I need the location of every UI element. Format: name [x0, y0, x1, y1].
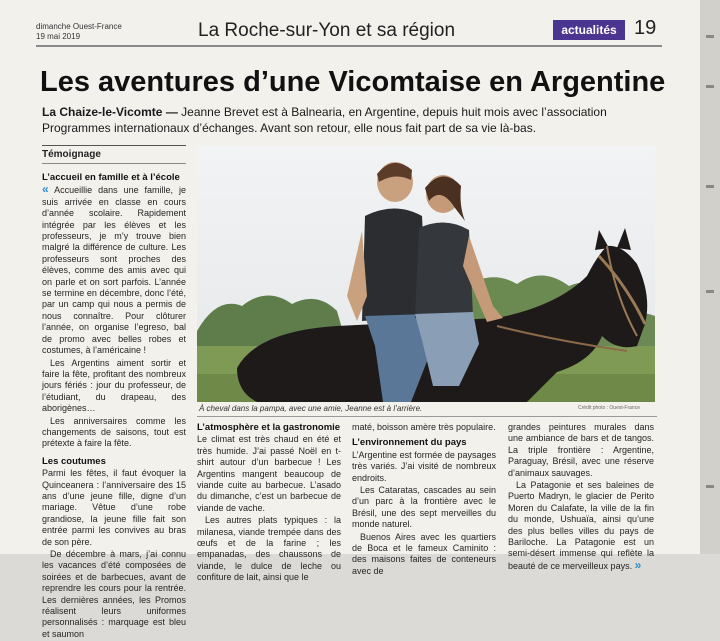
paragraph: maté, boisson amère très populaire. [352, 422, 496, 432]
article-label: Témoignage [42, 149, 101, 160]
paragraph: grandes peintures murales dans une ambiance de bars et de tangos. La triple frontière : Argentine, Paraguay, Brésil, avec une réserve d’animaux sauvages. [508, 422, 654, 478]
section-badge: actualités [553, 20, 625, 40]
paragraph: Les anniversaires comme les changements de saisons, tout est prétexte à faire la fête. [42, 415, 186, 449]
text-column-1 [42, 172, 186, 641]
paragraph: L’Argentine est formée de paysages très variés. J’ai visité de nombreux endroits. [352, 449, 496, 483]
article-chapo [42, 104, 642, 136]
paragraph: Les Cataratas, cascades au sein d’un parc à la frontière avec le Brésil, une des sept merveilles du monde naturel. [352, 485, 496, 530]
quote-close-mark: » [634, 557, 642, 572]
label-divider-top [42, 145, 186, 146]
quote-open-mark: « [42, 182, 49, 197]
subhead-environnement: L’environnement du pays [352, 437, 467, 449]
article-headline: Les aventures d’une Vicomtaise en Argentine [40, 66, 666, 98]
label-divider-bottom [42, 163, 186, 164]
paragraph: Les Argentins aiment sortir et faire la fête, profitant des nombreux jours fériés : jour du professeur, de l’étudiant, du drapeau, des aborigènes… [42, 357, 186, 414]
header-divider [36, 45, 662, 47]
binding-mark [706, 290, 714, 293]
paragraph: De décembre à mars, j’ai connu les vacances d’été composées de soirées et de barbecues, avant de reprendre les cours pour la rentrée. Les dernières années, les Promos réalisent leurs uniformes personnalisés : marquage est bleu et saumon [42, 549, 186, 639]
binding-mark [706, 35, 714, 38]
photo-caption: À cheval dans la pampa, avec une amie, Jeanne est à l’arrière. [199, 404, 423, 413]
text-column-3 [352, 422, 496, 578]
binding-mark [706, 85, 714, 88]
masthead-title: La Roche-sur-Yon et sa région [198, 20, 456, 41]
paragraph: Parmi les fêtes, il faut évoquer la Quinceanera : l’anniversaire des 15 ans d’une jeune fille, digne d’un mariage. Vêtue d’une robe grandiose, la jeune fille fait son entrée parmi les convives au bras de son père. [42, 468, 186, 547]
paragraph-text: Accueillie dans une famille, je suis arrivée en classe en cours d’année scolaire. Rapidement intégrée par les élèves et les professeurs, je m’y trouve bien malgré la différence de culture. Les professeurs sont proches des élèves, comme des amis avec qui on parle et on sort parfois. L’année se termine en décembre, donc l’été, par un camp qui nous a permis de nous connaître. Pour clôturer l’année, on organise l’egreso, bal de promo avec belles robes et costumes, à l’américaine ! [42, 185, 186, 356]
binding-mark [706, 485, 714, 488]
subhead-accueil: L’accueil en famille et à l’école [42, 172, 180, 183]
subhead-atmosphere: L’atmosphère et la gastronomie [197, 422, 341, 433]
paragraph: Buenos Aires avec les quartiers de Boca et le fameux Caminito : des maisons faites de conteneurs avec de [352, 531, 496, 576]
chapo-text: Jeanne Brevet est à Balnearia, en Argentine, depuis huit mois avec l’association Programmes internationaux d’échanges. Avant son retour, elle nous fait part de sa vie là-bas. [42, 105, 607, 135]
paragraph-text: La Patagonie et ses baleines de Puerto Madryn, le glacier de Perito Moren du Calafate, la ville de la fin du monde, Ushuaïa, ainsi qu’une des plus belles villes du pays de Bariloche. La Patagonie est un semi-désert immense qui reflète la beauté de ce merveilleux pays. [508, 480, 654, 571]
masthead-date-line2: 19 mai 2019 [36, 32, 81, 41]
masthead-date [36, 22, 122, 42]
masthead-date-line1: dimanche Ouest-France [36, 22, 122, 31]
text-column-4 [508, 422, 654, 573]
photo-horse-riders [197, 146, 655, 402]
paragraph: Les autres plats typiques : la milanesa, viande trempée dans des œufs et de la farine ; les empanadas, des chaussons de viande, le dulce de leche ou confiture de lait, ainsi que le [197, 515, 341, 583]
chapo-place: La Chaize-le-Vicomte — [42, 105, 178, 119]
page-margin [700, 0, 720, 554]
page-number: 19 [634, 17, 657, 39]
subhead-coutumes: Les coutumes [42, 455, 106, 467]
paragraph: Le climat est très chaud en été et très humide. J’ai passé Noël en t-shirt autour d’un barbecue ! Les Argentins mangent beaucoup de viande cuite au barbecue. L’asado du dimanche, c’est un barbecue de viande de vache. [197, 434, 341, 513]
binding-mark [706, 185, 714, 188]
photo-credit: Crédit photo : Ouest-France [578, 405, 640, 411]
paragraph [508, 480, 654, 572]
paragraph [42, 184, 186, 356]
article-photo [197, 146, 655, 402]
photo-divider [197, 416, 657, 417]
text-column-2 [197, 422, 341, 585]
